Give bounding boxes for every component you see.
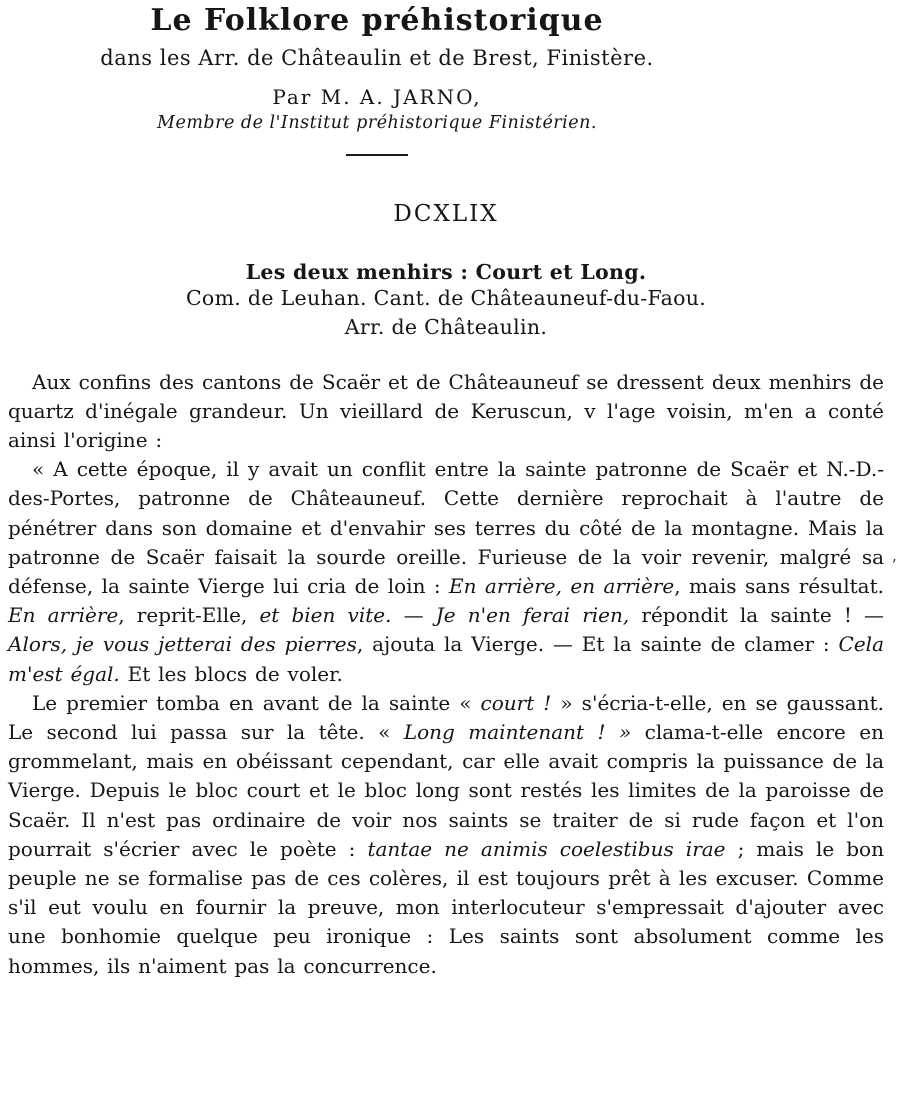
text-run: Et les blocs de voler. [119, 661, 343, 686]
chapter-heading [8, 201, 884, 342]
italic-run: En arrière [8, 603, 119, 628]
text-run: Le premier tomba en avant de la sainte « [32, 690, 481, 715]
text-run: , reprit-Elle, [118, 603, 260, 628]
text-run: « A cette époque, il y avait un conflit entre la sainte patronne de Scaër et N.-D.-des-Portes, patronne de Châteauneuf. Cette dernière reprochait à l'autre de pénétrer dans son domaine et d'envahir ses terres du côté de la montagne. Mais la patronne de Scaër faisait la sourde oreille. Furieuse de la voir revenir, malgré sa défense, la sainte Vierge lui cria de loin : [8, 457, 884, 598]
text-run: répondit la sainte ! — [629, 603, 884, 628]
italic-run: et bien vite. — Je n'en ferai rien, [259, 603, 630, 628]
page-title: Le Folklore préhistorique [150, 3, 604, 38]
paragraph [8, 368, 884, 456]
text-run: Aux confins des cantons de Scaër et de Châteauneuf se dressent deux menhirs de quartz d'inégale grandeur. Un vieillard de Keruscun, v l'age voisin, m'en a conté ainsi l'origine : [8, 369, 884, 452]
italic-run: court ! [480, 690, 552, 715]
author-byline: Par M. A. JARNO, [272, 84, 482, 109]
text-run: clama-t-elle encore en grommelant, mais en obéissant cependant, car elle avait compris la puissance de la Vierge. Depuis le bloc court et le bloc long sont restés les limites de la paroisse de Scaër. Il n'est pas ordinaire de voir nos saints se traiter de si rude façon et l'on pourrait s'écrier avec le poète : [8, 719, 885, 861]
paragraph [8, 455, 884, 689]
italic-run: tantae ne animis coelestibus irae [367, 836, 726, 861]
italic-run: Alors, je vous jetterai des pierres [8, 632, 357, 657]
italic-run: Cela m'est égal. [8, 632, 885, 686]
chapter-number: DCXLIX [393, 200, 499, 227]
italic-run: Long maintenant ! » [403, 719, 632, 744]
entry-location-line1: Com. de Leuhan. Cant. de Châteauneuf-du-Faou. [185, 285, 707, 310]
text-run: ; mais le bon peuple ne se formalise pas de ces colères, il est toujours prêt à les excuser. Comme s'il eut voulu en fournir la preuve, mon interlocuteur s'empressait d'ajouter avec une bonhomie quelque peu ironique : Les saints sont absolument comme les hommes, ils n'aiment pas la concurrence. [8, 836, 884, 978]
text-run: , ajouta la Vierge. — Et la sainte de clamer : [356, 632, 839, 657]
paragraph [8, 689, 884, 981]
header-divider [346, 154, 408, 156]
author-role: Membre de l'Institut préhistorique Finistérien. [157, 112, 597, 133]
entry-title: Les deux menhirs : Court et Long. [245, 259, 647, 284]
article-header [8, 4, 746, 156]
entry-location-line2: Arr. de Châteaulin. [344, 314, 548, 339]
text-run: , mais sans résultat. [674, 573, 884, 598]
page-subtitle: dans les Arr. de Châteaulin et de Brest, Finistère. [100, 45, 654, 70]
italic-run: En arrière, en arrière [449, 573, 675, 598]
body-text [8, 368, 884, 981]
text-run: » s'écria-t-elle, en se gaussant. Le second lui passa sur la tête. « [8, 690, 885, 744]
scan-speck-artifact: ʼ [891, 556, 896, 574]
